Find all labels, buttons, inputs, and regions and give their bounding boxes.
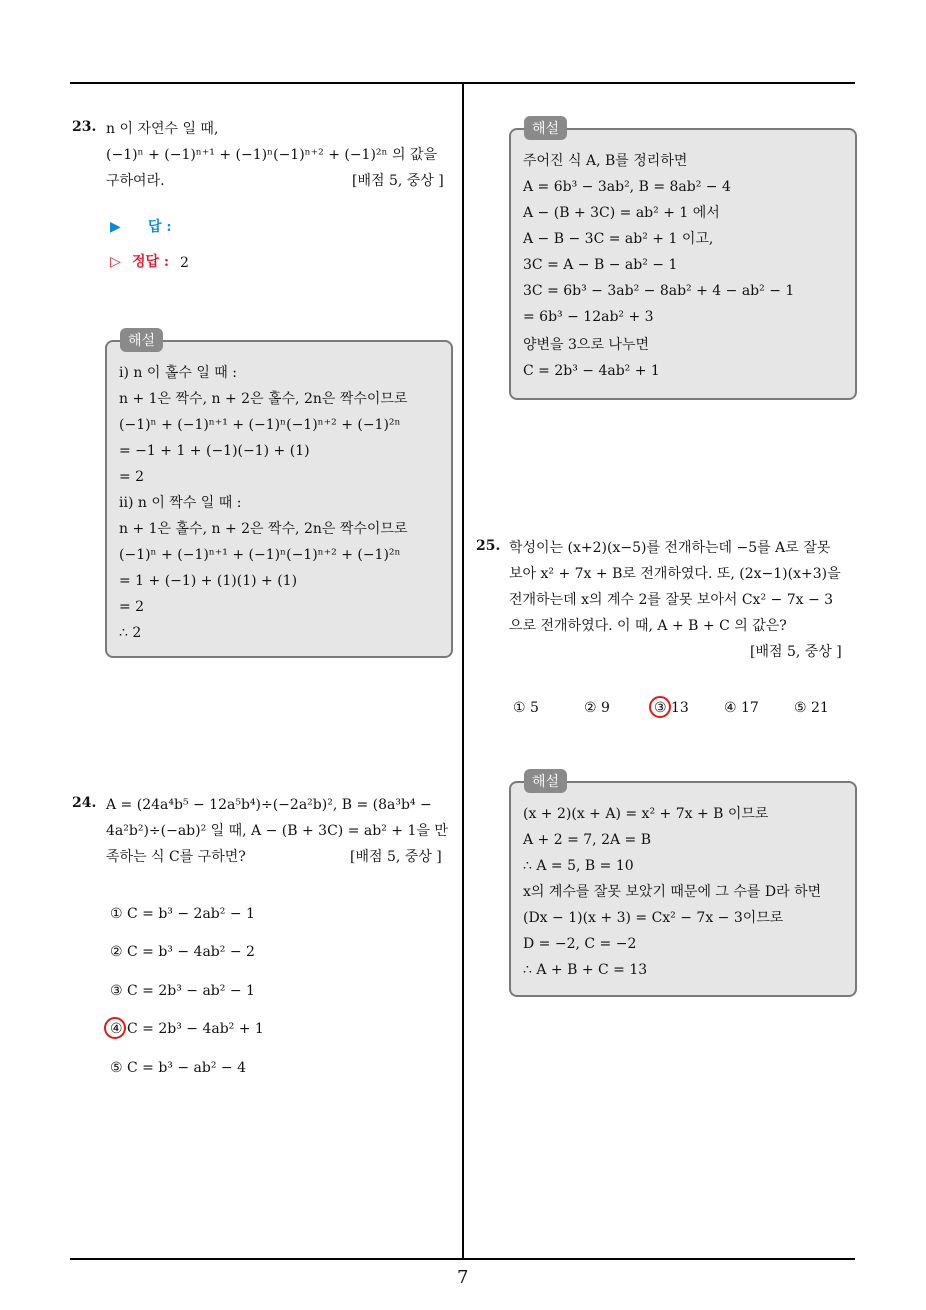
solution-line: x의 계수를 잘못 보았기 때문에 그 수를 D라 하면: [523, 884, 822, 900]
page-number: 7: [457, 1267, 469, 1288]
solution-line: = 2: [119, 469, 145, 485]
score-label: [배점 5, 중상 ]: [350, 849, 442, 865]
solution-line: D = −2, C = −2: [523, 936, 637, 952]
solution-line: A + 2 = 7, 2A = B: [523, 832, 652, 848]
solution-box: [105, 340, 453, 658]
solution-line: (Dx − 1)(x + 3) = Cx² − 7x − 3이므로: [523, 910, 784, 926]
correct-arrow-icon: ▷: [110, 254, 121, 270]
selected-answer-circle-icon: [104, 1017, 126, 1039]
choice-5[interactable]: ⑤ 21: [794, 700, 829, 716]
solution-tag: 해설: [120, 328, 163, 352]
question-number: 24.: [72, 795, 97, 811]
solution-line: = 6b³ − 12ab² + 3: [523, 309, 654, 325]
solution-line: ∴ A + B + C = 13: [523, 962, 648, 978]
correct-answer-label: 정답 :: [132, 254, 170, 270]
score-label: [배점 5, 중상 ]: [352, 173, 444, 189]
solution-line: i) n 이 홀수 일 때 :: [119, 365, 237, 381]
solution-tag: 해설: [524, 116, 567, 140]
choice-3[interactable]: ③ C = 2b³ − ab² − 1: [110, 983, 255, 999]
question-text: 으로 전개하였다. 이 때, A + B + C 의 값은?: [509, 618, 787, 634]
choice-2[interactable]: ② 9: [584, 700, 610, 716]
bottom-rule: [70, 1258, 855, 1260]
choice-4[interactable]: ④ C = 2b³ − 4ab² + 1: [110, 1021, 264, 1037]
answer-arrow-icon: ▶: [110, 219, 121, 235]
question-number: 25.: [476, 538, 501, 554]
question-text: 4a²b²)÷(−ab)² 일 때, A − (B + 3C) = ab² + 1을 만: [106, 823, 448, 839]
solution-line: 양변을 3으로 나누면: [523, 337, 649, 353]
solution-line: n + 1은 짝수, n + 2은 홀수, 2n은 짝수이므로: [119, 391, 408, 407]
question-text: 학성이는 (x+2)(x−5)를 전개하는데 −5를 A로 잘못: [509, 540, 831, 556]
column-divider: [462, 82, 464, 1260]
question-text: 전개하는데 x의 계수 2를 잘못 보아서 Cx² − 7x − 3: [509, 592, 834, 608]
selected-answer-circle-icon: [649, 696, 671, 718]
solution-line: A − B − 3C = ab² + 1 이고,: [523, 231, 714, 247]
question-text: n 이 자연수 일 때,: [106, 121, 219, 137]
choice-4[interactable]: ④ 17: [724, 700, 759, 716]
solution-line: (−1)ⁿ + (−1)ⁿ⁺¹ + (−1)ⁿ(−1)ⁿ⁺² + (−1)²ⁿ: [119, 417, 401, 433]
solution-tag: 해설: [524, 769, 567, 793]
choice-2[interactable]: ② C = b³ − 4ab² − 2: [110, 944, 255, 960]
solution-line: = −1 + 1 + (−1)(−1) + (1): [119, 443, 310, 459]
solution-line: A − (B + 3C) = ab² + 1 에서: [523, 205, 720, 221]
question-number: 23.: [72, 119, 97, 135]
answer-label: 답 :: [148, 219, 172, 235]
solution-line: 3C = 6b³ − 3ab² − 8ab² + 4 − ab² − 1: [523, 283, 795, 299]
solution-line: 3C = A − B − ab² − 1: [523, 257, 678, 273]
solution-box: [509, 781, 857, 997]
solution-line: C = 2b³ − 4ab² + 1: [523, 363, 660, 379]
choice-1[interactable]: ① C = b³ − 2ab² − 1: [110, 906, 255, 922]
solution-line: = 1 + (−1) + (1)(1) + (1): [119, 573, 298, 589]
solution-line: ii) n 이 짝수 일 때 :: [119, 495, 242, 511]
choice-3[interactable]: ③ 13: [654, 700, 689, 716]
solution-line: 주어진 식 A, B를 정리하면: [523, 153, 688, 169]
question-text: 족하는 식 C를 구하면?: [106, 849, 246, 865]
solution-line: (−1)ⁿ + (−1)ⁿ⁺¹ + (−1)ⁿ(−1)ⁿ⁺² + (−1)²ⁿ: [119, 547, 401, 563]
choice-5[interactable]: ⑤ C = b³ − ab² − 4: [110, 1060, 247, 1076]
solution-line: = 2: [119, 599, 145, 615]
solution-line: (x + 2)(x + A) = x² + 7x + B 이므로: [523, 806, 769, 822]
correct-answer-value: 2: [180, 255, 189, 271]
question-text: A = (24a⁴b⁵ − 12a⁵b⁴)÷(−2a²b)², B = (8a³b⁴ −: [106, 797, 432, 813]
question-text: 구하여라.: [106, 173, 165, 189]
score-label: [배점 5, 중상 ]: [750, 644, 842, 660]
solution-line: ∴ A = 5, B = 10: [523, 858, 634, 874]
question-text: 보아 x² + 7x + B로 전개하였다. 또, (2x−1)(x+3)을: [509, 566, 841, 582]
solution-line: ∴ 2: [119, 625, 142, 641]
question-text: (−1)ⁿ + (−1)ⁿ⁺¹ + (−1)ⁿ(−1)ⁿ⁺² + (−1)²ⁿ 의 값을: [106, 147, 438, 163]
solution-line: A = 6b³ − 3ab², B = 8ab² − 4: [523, 179, 731, 195]
solution-box: [509, 128, 857, 400]
solution-line: n + 1은 홀수, n + 2은 짝수, 2n은 짝수이므로: [119, 521, 408, 537]
choice-1[interactable]: ① 5: [513, 700, 539, 716]
